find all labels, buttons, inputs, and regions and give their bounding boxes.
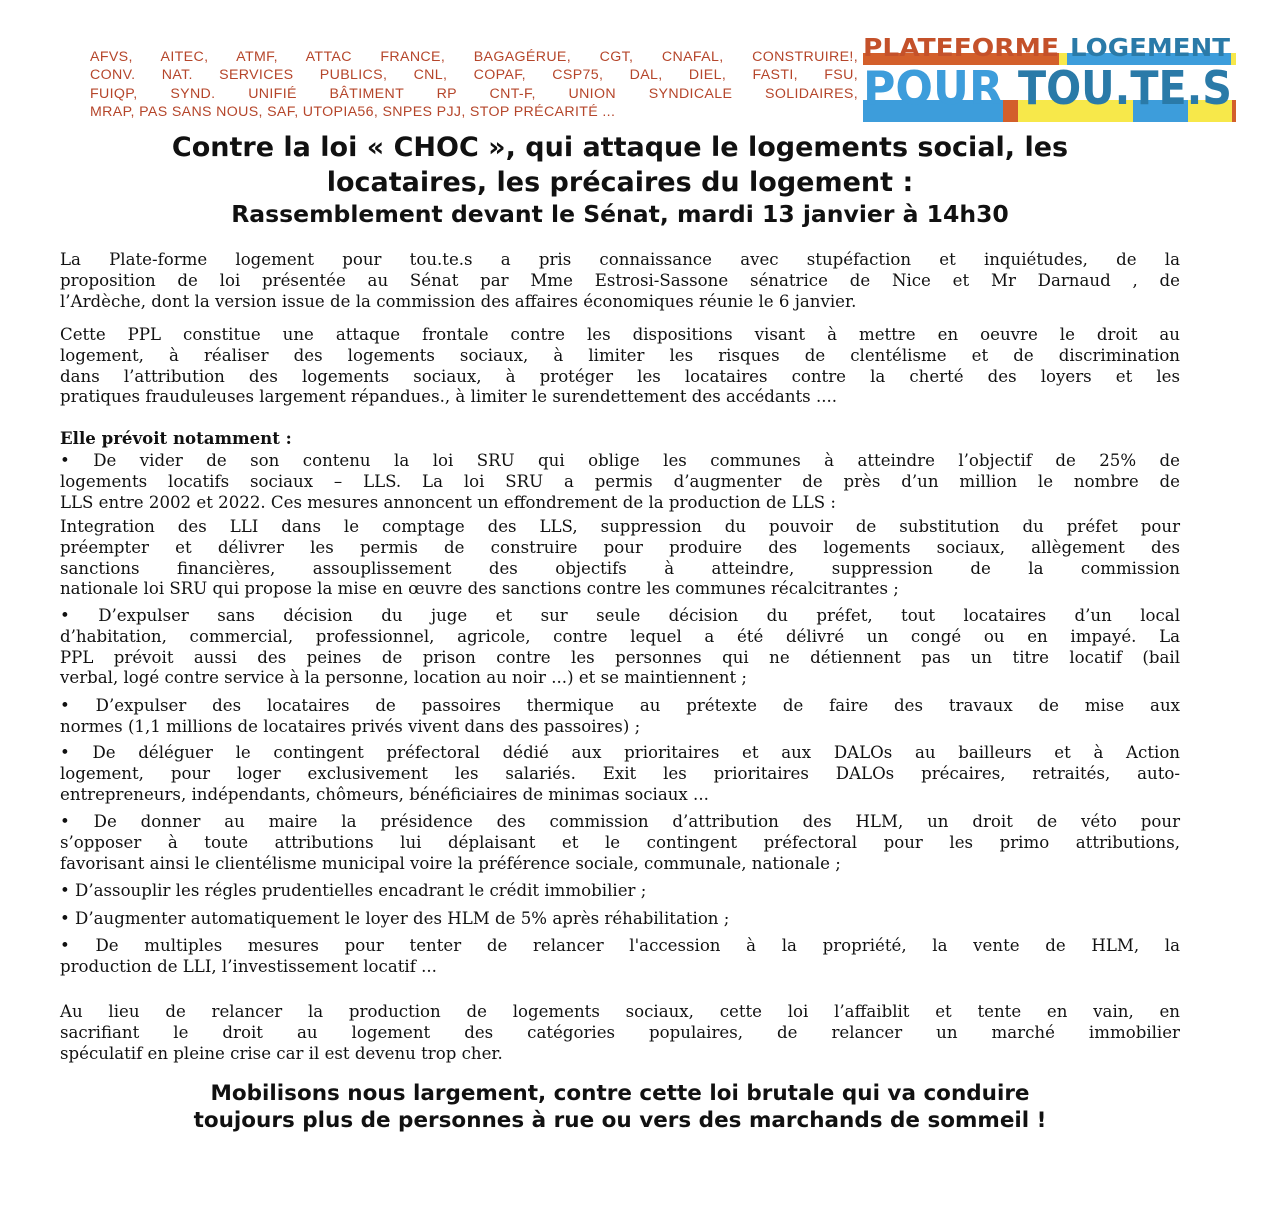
list-item-sru: [60, 451, 1180, 513]
svg-text:POUR: POUR: [863, 61, 1003, 115]
list-item-contingent: [60, 743, 1180, 805]
paragraph-ppl: [60, 325, 1180, 408]
text-line: • De vider de son contenu la loi SRU qui oblige les communes à atteindre l’objectif de 25% de: [60, 451, 1180, 470]
text-line: LLS entre 2002 et 2022. Ces mesures annoncent un effondrement de la production de LLS :: [60, 492, 836, 512]
plateforme-logement-logo: [860, 28, 1240, 124]
organisations-line: CONV. NAT. SERVICES PUBLICS, CNL, COPAF, CSP75, DAL, DIEL, FASTI, FSU,: [90, 67, 858, 84]
text-line: favorisant ainsi le clientélisme municipal voire la préférence sociale, communale, nationale ;: [60, 853, 841, 873]
text-line: • D’augmenter automatiquement le loyer des HLM de 5% après réhabilitation ;: [60, 909, 730, 928]
text-line: Integration des LLI dans le comptage des LLS, suppression du pouvoir de substitution du préfet pour: [60, 517, 1180, 536]
list-item-passoires: [60, 696, 1180, 738]
closing-line: toujours plus de personnes à rue ou vers des marchands de sommeil !: [193, 1108, 1047, 1133]
list-item-sru-details: [60, 517, 1180, 600]
page-title: [0, 130, 1240, 200]
paragraph-conclusion: [60, 1002, 1180, 1064]
page-subtitle: Rassemblement devant le Sénat, mardi 13 janvier à 14h30: [231, 200, 1009, 228]
text-line: normes (1,1 millions de locataires privés vivent dans des passoires) ;: [60, 716, 641, 736]
list-heading: [60, 428, 1180, 449]
text-line: préempter et délivrer les permis de construire pour produire des logements sociaux, allègement des: [60, 537, 1180, 557]
text-line: proposition de loi présentée au Sénat par Mme Estrosi-Sassone sénatrice de Nice et Mr Darnaud , de: [60, 270, 1180, 290]
list-heading-text: Elle prévoit notamment :: [60, 428, 292, 448]
organisations-line: FUIQP, SYND. UNIFIÉ BÂTIMENT RP CNT-F, UNION SYNDICALE SOLIDAIRES,: [90, 85, 858, 102]
list-item-loyer: [60, 909, 1180, 930]
text-line: PPL prévoit aussi des peines de prison contre les personnes qui ne détiennent pas un titre locatif (bail: [60, 647, 1180, 667]
closing-line: Mobilisons nous largement, contre cette loi brutale qui va conduire: [210, 1081, 1030, 1106]
text-line: • D’expulser des locataires de passoires thermique au prétexte de faire des travaux de mise aux: [60, 696, 1180, 715]
text-line: nationale loi SRU qui propose la mise en œuvre des sanctions contre les communes récalcitrantes ;: [60, 579, 899, 599]
text-line: logement, à réaliser des logements sociaux, à limiter les risques de clentélisme et de discrimination: [60, 345, 1180, 365]
list-item-accession: [60, 936, 1180, 978]
title-line: Contre la loi « CHOC », qui attaque le logements social, les: [171, 132, 1069, 163]
text-line: d’habitation, commercial, professionnel, agricole, contre lequel a été délivré un congé ou en impayé. La: [60, 626, 1180, 646]
text-line: pratiques frauduleuses largement répandues., à limiter le surendettement des accédants ....: [60, 387, 838, 407]
text-line: spéculatif en pleine crise car il est devenu trop cher.: [60, 1043, 503, 1063]
text-line: Au lieu de relancer la production de logements sociaux, cette loi l’affaiblit et tente en vain, en: [60, 1002, 1180, 1021]
text-line: La Plate-forme logement pour tou.te.s a pris connaissance avec stupéfaction et inquiétudes, de la: [60, 250, 1180, 269]
text-line: s’opposer à toute attributions lui déplaisant et le contingent préfectoral pour les primo attributions,: [60, 832, 1180, 852]
text-line: entrepreneurs, indépendants, chômeurs, bénéficiaires de minimas sociaux ...: [60, 784, 709, 804]
text-line: Cette PPL constitue une attaque frontale contre les dispositions visant à mettre en oeuvre le droit au: [60, 325, 1180, 344]
svg-text:LOGEMENT: LOGEMENT: [1070, 33, 1230, 62]
text-line: • De donner au maire la présidence des commission d’attribution des HLM, un droit de véto pour: [60, 812, 1180, 831]
text-line: dans l’attribution des logements sociaux, à protéger les locataires contre la cherté des loyers et les: [60, 366, 1180, 386]
organisations-list: [90, 48, 858, 121]
text-line: • D’assouplir les régles prudentielles encadrant le crédit immobilier ;: [60, 881, 647, 900]
text-line: sanctions financières, assouplissement des objectifs à atteindre, suppression de la commission: [60, 558, 1180, 578]
paragraph-intro: [60, 250, 1180, 312]
text-line: • D’expulser sans décision du juge et sur seule décision du préfet, tout locataires d’un local: [60, 606, 1180, 625]
text-line: sacrifiant le droit au logement des catégories populaires, de relancer un marché immobilier: [60, 1022, 1180, 1042]
organisations-line: MRAP, PAS SANS NOUS, SAF, UTOPIA56, SNPES PJJ, STOP PRÉCARITÉ ...: [90, 103, 616, 120]
text-line: • De déléguer le contingent préfectoral dédié aux prioritaires et aux DALOs au bailleurs et à Action: [60, 743, 1180, 762]
text-line: logements locatifs sociaux – LLS. La loi SRU a permis d’augmenter de près d’un million le nombre de: [60, 471, 1180, 491]
organisations-line: AFVS, AITEC, ATMF, ATTAC FRANCE, BAGAGÉRUE, CGT, CNAFAL, CONSTRUIRE!,: [90, 49, 858, 65]
title-line: locataires, les précaires du logement :: [326, 167, 914, 198]
text-line: logement, pour loger exclusivement les salariés. Exit les prioritaires DALOs précaires, retraités, auto-: [60, 763, 1180, 783]
list-item-maire: [60, 812, 1180, 874]
svg-text:TOU.TE.S: TOU.TE.S: [1018, 61, 1232, 115]
text-line: production de LLI, l’investissement locatif ...: [60, 956, 437, 976]
text-line: l’Ardèche, dont la version issue de la commission des affaires économiques réunie le 6 janvier.: [60, 291, 857, 311]
text-line: verbal, logé contre service à la personne, location au noir ...) et se maintiennent ;: [60, 668, 748, 688]
closing-call: [0, 1080, 1240, 1134]
text-line: • De multiples mesures pour tenter de relancer l'accession à la propriété, la vente de HLM, la: [60, 936, 1180, 955]
list-item-expulsion: [60, 606, 1180, 689]
svg-text:PLATEFORME: PLATEFORME: [863, 33, 1059, 62]
list-item-credit: [60, 881, 1180, 902]
